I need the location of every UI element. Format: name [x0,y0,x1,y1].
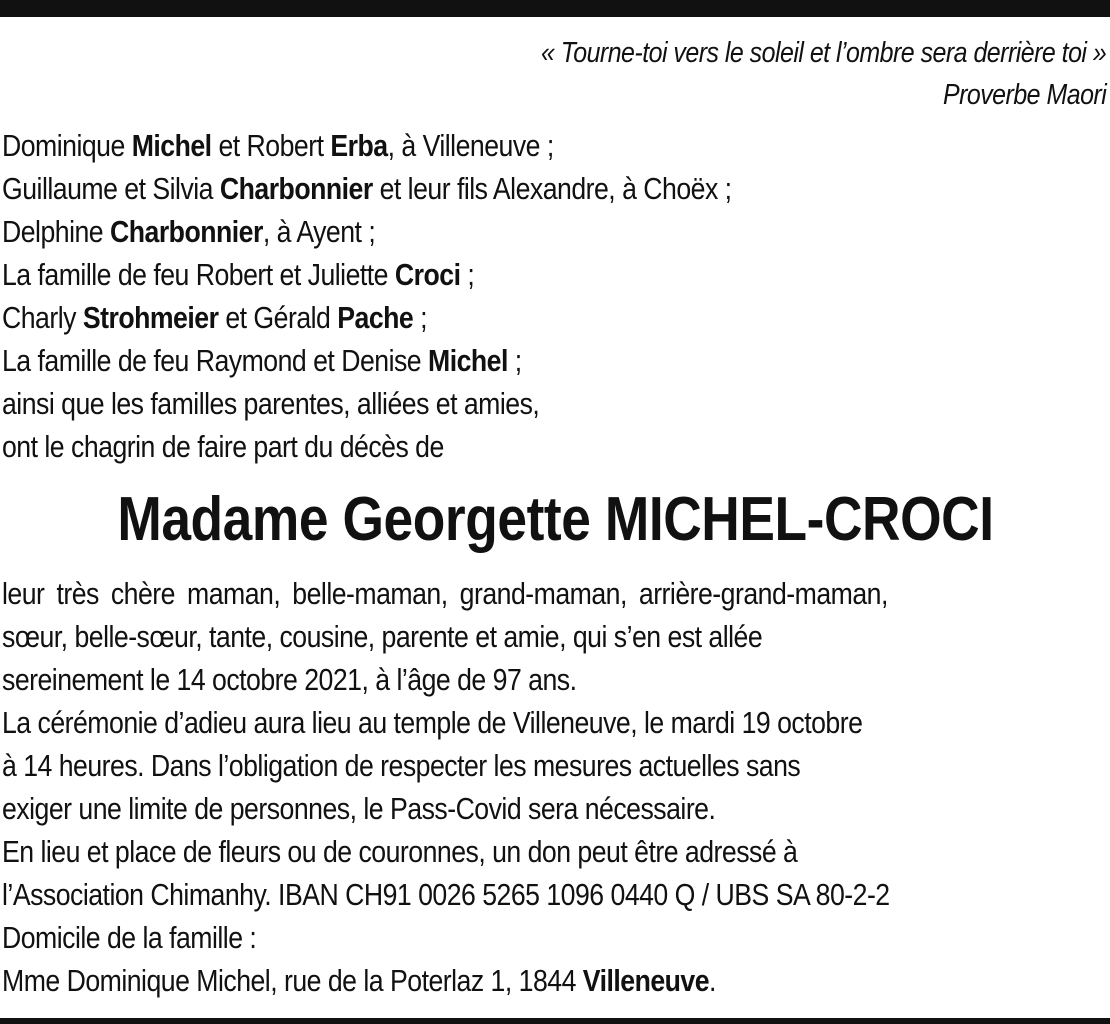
text-run: ont le chagrin de faire part du décès de [2,429,444,464]
family-line [2,167,732,210]
bold-name: Villeneuve [582,963,710,998]
epigraph-quote: « Tourne-toi vers le soleil et l’ombre sera derrière toi » [540,37,1106,69]
text-run: Dominique [2,128,132,163]
text-run: ; [507,343,522,378]
body-line [2,572,890,615]
bold-name: Strohmeier [82,300,219,335]
body-line [2,830,890,873]
deceased-name: Madame Georgette MICHEL-CROCI [116,485,994,554]
bold-name: Croci [394,257,461,292]
text-run: à 14 heures. Dans l’obligation de respecter les mesures actuelles sans [2,748,801,783]
family-line [2,339,732,382]
epigraph [541,32,1106,116]
family-line [2,253,732,296]
text-run: ; [460,257,475,292]
text-run: , à Villeneuve ; [387,128,554,163]
epigraph-source: Proverbe Maori [942,79,1106,111]
text-run: Delphine [2,214,110,249]
text-run: En lieu et place de fleurs ou de couronnes, un don peut être adressé à [2,834,798,869]
body-line [2,744,890,787]
text-run: . [709,963,716,998]
bold-name: Erba [330,128,388,163]
body-line [2,615,890,658]
deceased-name-heading [0,480,1110,560]
text-run: et Gérald [218,300,338,335]
bold-name: Michel [131,128,212,163]
text-run: et Robert [211,128,331,163]
text-run: Charly [2,300,83,335]
family-line [2,382,732,425]
family-line [2,210,732,253]
bold-name: Pache [337,300,414,335]
family-line [2,425,732,468]
body-line [2,701,890,744]
body-line [2,658,890,701]
body-line [2,959,890,1002]
top-border-rule [0,0,1110,17]
body-line [2,916,890,959]
text-run: Domicile de la famille : [2,920,257,955]
text-run: Mme Dominique Michel, rue de la Poterlaz 1, 1844 [2,963,583,998]
body-line [2,787,890,830]
text-run: ainsi que les familles parentes, alliées et amies, [2,386,540,421]
bold-name: Charbonnier [219,171,373,206]
text-run: ; [413,300,428,335]
text-run: La cérémonie d’adieu aura lieu au temple de Villeneuve, le mardi 19 octobre [2,705,863,740]
text-run: La famille de feu Raymond et Denise [2,343,429,378]
text-run: l’Association Chimanhy. IBAN CH91 0026 5265 1096 0440 Q / UBS SA 80-2-2 [2,877,890,912]
text-run: leur très chère maman, belle-maman, grand-maman, arrière-grand-maman, [2,576,888,611]
bold-name: Michel [428,343,508,378]
text-run: sereinement le 14 octobre 2021, à l’âge de 97 ans. [2,662,577,697]
family-list [2,124,732,468]
body-line [2,873,890,916]
text-run: et leur fils Alexandre, à Choëx ; [372,171,732,206]
text-run: Guillaume et Silvia [2,171,220,206]
family-line [2,296,732,339]
bold-name: Charbonnier [109,214,263,249]
family-line [2,124,732,167]
bottom-border-rule [0,1018,1110,1024]
announcement-body [2,572,890,1002]
text-run: , à Ayent ; [262,214,376,249]
text-run: La famille de feu Robert et Juliette [2,257,395,292]
text-run: sœur, belle-sœur, tante, cousine, parente et amie, qui s’en est allée [2,619,763,654]
text-run: exiger une limite de personnes, le Pass-Covid sera nécessaire. [2,791,716,826]
